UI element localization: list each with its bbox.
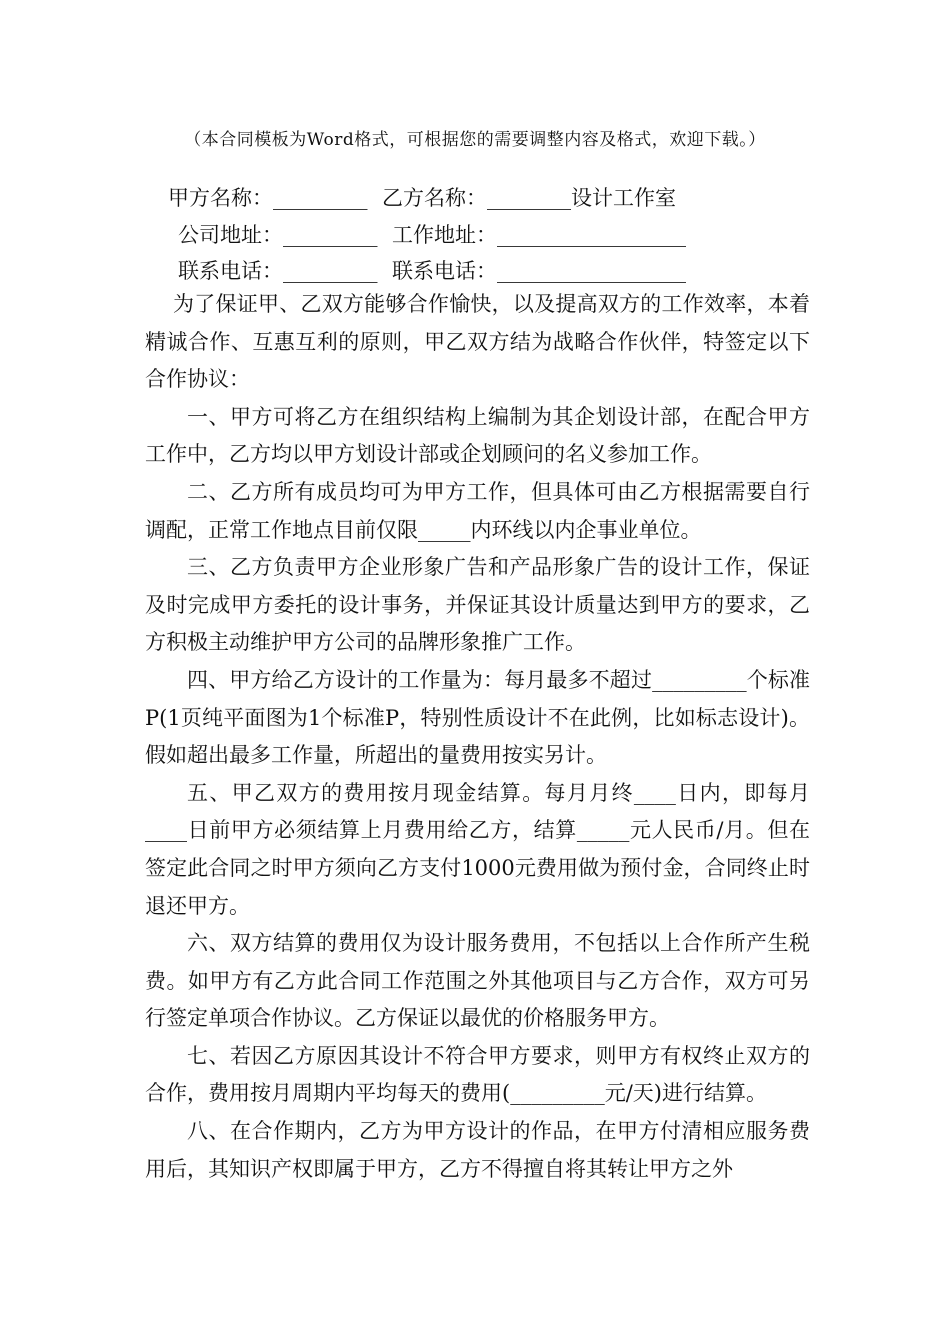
party-b-phone-field: 联系电话：__________________ — [392, 259, 686, 283]
work-address-field: 工作地址：__________________ — [392, 223, 686, 247]
party-a-name-field: 甲方名称：_________ — [168, 186, 368, 210]
clause-3: 三、乙方负责甲方企业形象广告和产品形象广告的设计工作，保证及时完成甲方委托的设计事务，并保证其设计质量达到甲方的要求，乙方积极主动维护甲方公司的品牌形象推广工作。 — [145, 555, 810, 655]
clause-7: 七、若因乙方原因其设计不符合甲方要求，则甲方有权终止双方的合作，费用按月周期内平均每天的费用(_________元/天)进行结算。 — [145, 1043, 810, 1106]
contract-body — [145, 286, 810, 1188]
clause-2: 二、乙方所有成员均可为甲方工作，但具体可由乙方根据需要自行调配，正常工作地点目前仅限_____内环线以内企事业单位。 — [145, 479, 810, 542]
party-b-name-field: 乙方名称：________设计工作室 — [382, 186, 676, 210]
template-note: （本合同模板为Word格式，可根据您的需要调整内容及格式，欢迎下载。） — [184, 130, 766, 150]
clause-6: 六、双方结算的费用仅为设计服务费用，不包括以上合作所产生税费。如甲方有乙方此合同工作范围之外其他项目与乙方合作，双方可另行签定单项合作协议。乙方保证以最优的价格服务甲方。 — [145, 931, 810, 1031]
party-a-phone-field: 联系电话：_________ — [178, 259, 378, 283]
clause-4: 四、甲方给乙方设计的工作量为：每月最多不超过_________个标准P(1页纯平面图为1个标准P，特别性质设计不在此例，比如标志设计)。假如超出最多工作量，所超出的量费用按实另计。 — [145, 667, 810, 768]
clause-1: 一、甲方可将乙方在组织结构上编制为其企划设计部，在配合甲方工作中，乙方均以甲方划设计部或企划顾问的名义参加工作。 — [145, 404, 810, 467]
company-address-field: 公司地址：_________ — [178, 223, 378, 247]
intro-paragraph: 为了保证甲、乙双方能够合作愉快，以及提高双方的工作效率，本着精诚合作、互惠互利的原则，甲乙双方结为战略合作伙伴，特签定以下合作协议： — [145, 292, 810, 392]
clause-5: 五、甲乙双方的费用按月现金结算。每月月终____日内，即每月____日前甲方必须结算上月费用给乙方，结算_____元人民币/月。但在签定此合同之时甲方须向乙方支付1000元费用做为预付金，合同终止时退还甲方。 — [145, 780, 810, 918]
clause-8: 八、在合作期内，乙方为甲方设计的作品，在甲方付清相应服务费用后，其知识产权即属于甲方，乙方不得擅自将其转让甲方之外 — [145, 1119, 810, 1181]
